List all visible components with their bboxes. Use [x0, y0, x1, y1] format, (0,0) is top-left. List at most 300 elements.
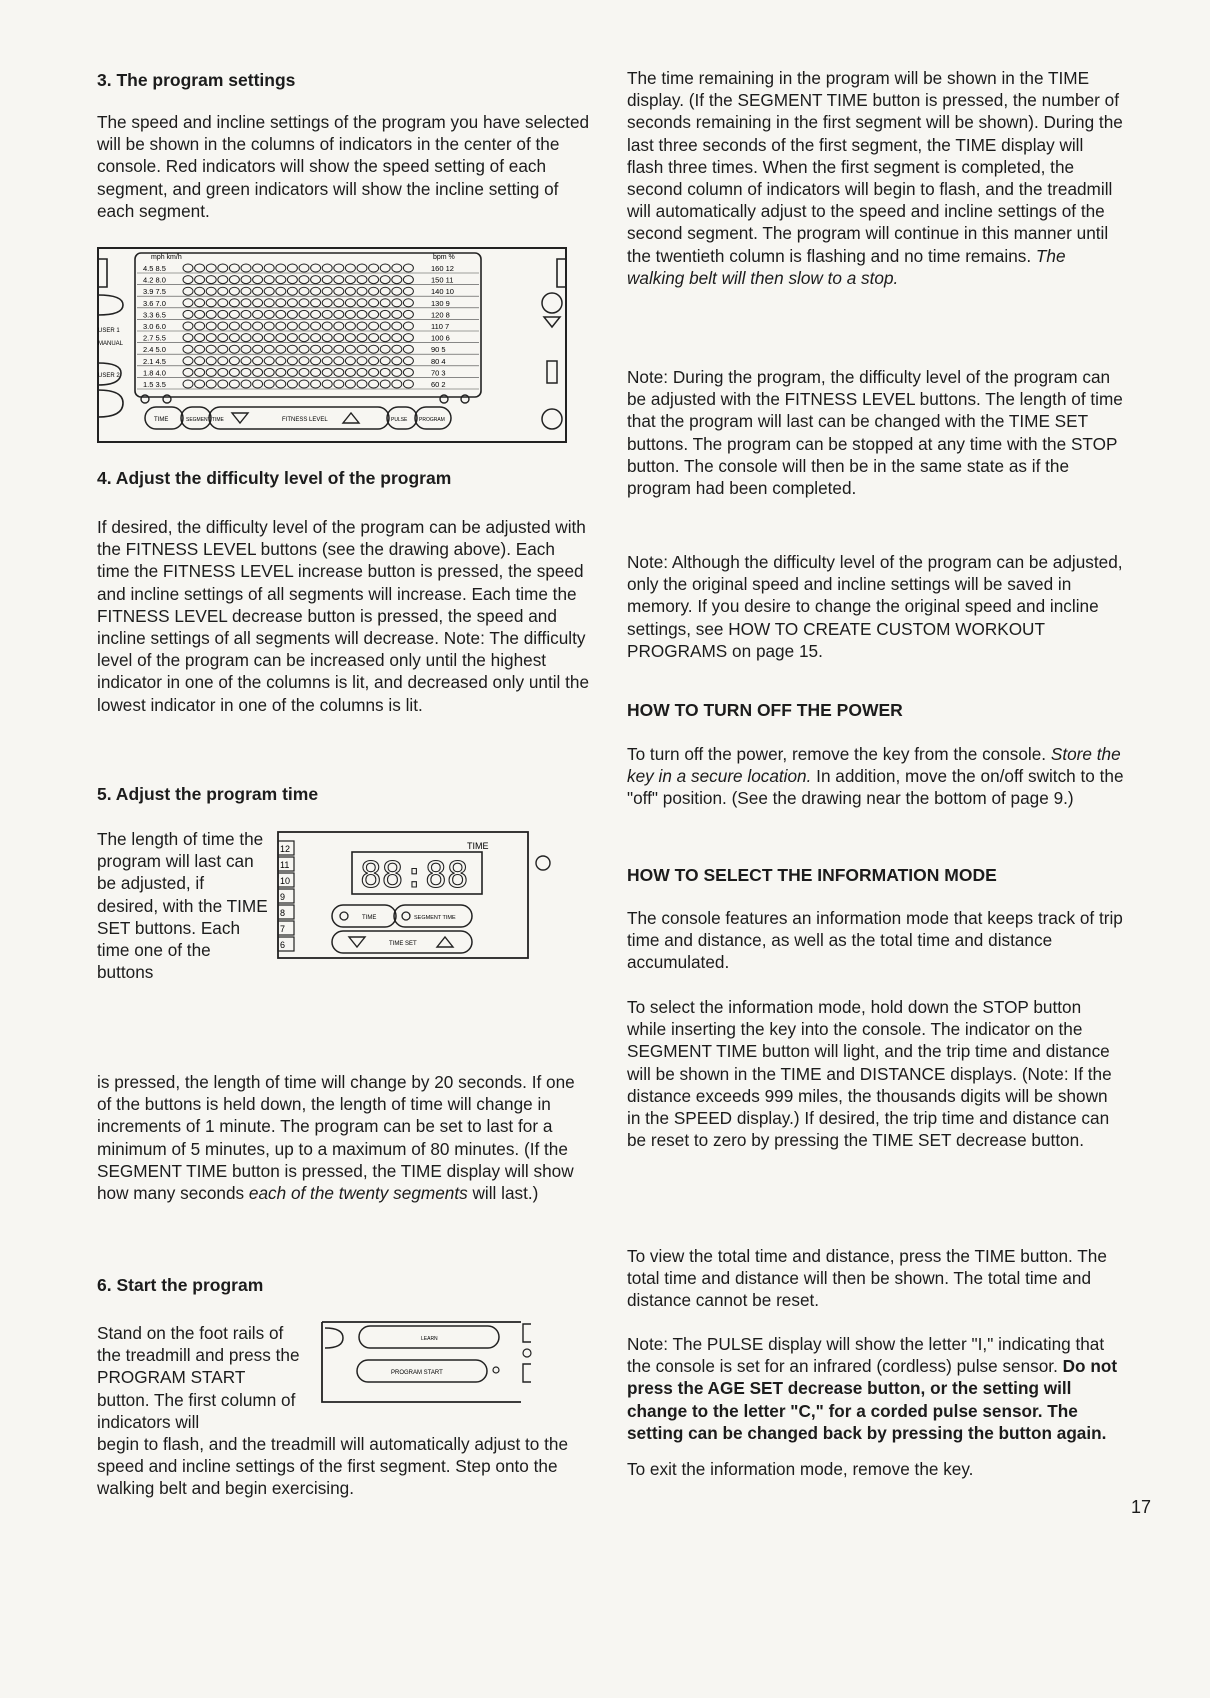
- indicator-light: [392, 287, 402, 295]
- indicator-light: [322, 310, 332, 318]
- indicator-light: [369, 345, 379, 353]
- indicator-light: [369, 264, 379, 272]
- indicator-light: [345, 299, 355, 307]
- incline-labels: [431, 264, 454, 389]
- fitness-level-label: FITNESS LEVEL: [282, 417, 328, 423]
- indicator-light: [299, 264, 309, 272]
- indicator-light: [253, 357, 263, 365]
- indicator-light: [264, 299, 274, 307]
- indicator-light: [264, 322, 274, 330]
- indicator-light: [276, 287, 286, 295]
- indicator-light: [287, 368, 297, 376]
- indicator-light: [334, 368, 344, 376]
- indicator-light: [357, 368, 367, 376]
- indicator-light: [311, 264, 321, 272]
- indicator-light: [345, 334, 355, 342]
- indicator-light: [287, 310, 297, 318]
- time-button-label: TIME: [154, 417, 169, 423]
- indicator-light: [229, 310, 239, 318]
- indicator-light: [334, 345, 344, 353]
- round-button-icon[interactable]: [542, 293, 562, 313]
- section-6-side-text: Stand on the foot rails of the treadmill and press the PROGRAM START button. The first column of indicators will: [97, 1323, 300, 1432]
- indicator-light: [276, 322, 286, 330]
- indicator-light: [287, 334, 297, 342]
- side-button[interactable]: [98, 295, 123, 315]
- indicator-light: [206, 368, 216, 376]
- indicator-light: [253, 334, 263, 342]
- indicator-light: [183, 264, 193, 272]
- program-start-label: PROGRAM START: [391, 1370, 443, 1376]
- indicator-light: [218, 345, 228, 353]
- indicator-light: [241, 310, 251, 318]
- indicator-light: [380, 310, 390, 318]
- indicator-light: [334, 264, 344, 272]
- indicator-light: [264, 357, 274, 365]
- indicator-light: [403, 264, 413, 272]
- indicator-light: [218, 310, 228, 318]
- indicator-light: [287, 345, 297, 353]
- indicator-light: [229, 287, 239, 295]
- indicator-light: [229, 264, 239, 272]
- indicator-light: [380, 357, 390, 365]
- indicator-light: [287, 287, 297, 295]
- console-button-bar: [145, 407, 451, 429]
- section-4-body: If desired, the difficulty level of the program can be adjusted with the FITNESS LEVEL buttons (see the drawing above). Each time the FITNESS LEVEL increase button is pressed, the speed and incline settings of all segments will increase. Each time the FITNESS LEVEL decrease button is pressed, the speed and incline settings of all segments will decrease. Note: The difficulty level of the program can be increased only until the highest indicator in one of the columns is lit, and decreased only until the lowest indicator in one of the columns is lit.: [97, 517, 590, 715]
- indicator-light: [403, 345, 413, 353]
- indicator-light: [369, 310, 379, 318]
- incline-header: bpm %: [433, 254, 455, 261]
- indicator-light: [322, 334, 332, 342]
- indicator-light: [264, 380, 274, 388]
- decrease-arrow-icon: [349, 937, 365, 947]
- indicator-light: [369, 334, 379, 342]
- indicator-light: [276, 310, 286, 318]
- indicator-light: [402, 912, 410, 920]
- indicator-light: [276, 334, 286, 342]
- indicator-light: [195, 299, 205, 307]
- indicator-light: [218, 276, 228, 284]
- time-set-diagram: [277, 819, 562, 979]
- section-5-body: is pressed, the length of time will change by 20 seconds. If one of the buttons is held down, the length of time will change in increments of 1 minute. The program can be set to last for a minimum of 5 minutes, up to a maximum of 80 minutes. (If the SEGMENT TIME button is pressed, the TIME display will show how many seconds each of the twenty segments will last.): [97, 1072, 575, 1204]
- indicator-light: [369, 299, 379, 307]
- indicator-light: [206, 334, 216, 342]
- indicator-light: [403, 310, 413, 318]
- indicator-light: [392, 322, 402, 330]
- increase-arrow-icon: [343, 413, 359, 423]
- incline-row-label: 130 9: [431, 298, 450, 308]
- indicator-light: [241, 380, 251, 388]
- indicator-light: [195, 264, 205, 272]
- indicator-light: [253, 276, 263, 284]
- info-mode-select: To select the information mode, hold down the STOP button while inserting the key into the console. The indicator on the SEGMENT TIME button will light, and the trip time and distance will be shown in the TIME and DISTANCE displays. (Note: If the distance exceeds 999 miles, the thousands digits will be shown in the SPEED display.) If desired, the trip time and distance can be reset to zero by pressing the TIME SET decrease button.: [627, 997, 1112, 1151]
- indicator-light: [218, 287, 228, 295]
- indicator-light: [229, 357, 239, 365]
- indicator-light: [369, 368, 379, 376]
- round-button-icon[interactable]: [523, 1349, 531, 1357]
- indicator-light: [183, 276, 193, 284]
- indicator-light: [322, 299, 332, 307]
- indicator-light: [206, 287, 216, 295]
- pulse-button-label: PULSE: [391, 417, 408, 423]
- time-scale-label: 9: [280, 892, 286, 902]
- indicator-light: [218, 334, 228, 342]
- indicator-light: [276, 276, 286, 284]
- indicator-light: [195, 287, 205, 295]
- indicator-light: [253, 299, 263, 307]
- indicator-light: [253, 310, 263, 318]
- indicator-light: [241, 264, 251, 272]
- indicator-light: [253, 345, 263, 353]
- indicator-grid: [137, 264, 479, 389]
- time-button-label: TIME: [362, 915, 377, 921]
- section-3-body: The speed and incline settings of the program you have selected will be shown in the columns of indicators in the center of the console. Red indicators will show the speed setting of each segment, and green indicators will show the incline setting of each segment.: [97, 112, 590, 221]
- difficulty-note: Note: During the program, the difficulty level of the program can be adjusted with the FITNESS LEVEL buttons. The length of time that the program will last can be changed with the TIME SET buttons. The program can be stopped at any time with the STOP button. The console will then be in the same state as if the program had been completed.: [627, 367, 1123, 499]
- indicator-light: [392, 276, 402, 284]
- indicator-light: [183, 357, 193, 365]
- indicator-light: [380, 287, 390, 295]
- indicator-light: [241, 368, 251, 376]
- incline-row-label: 60 2: [431, 380, 446, 389]
- indicator-light: [311, 345, 321, 353]
- indicator-light: [357, 276, 367, 284]
- speed-row-label: 3.9 7.5: [143, 287, 166, 297]
- time-scale-label: 8: [280, 908, 286, 918]
- indicator-light: [183, 368, 193, 376]
- indicator-light: [299, 299, 309, 307]
- indicator-light: [276, 368, 286, 376]
- program-run-paragraph: The time remaining in the program will be shown in the TIME display. (If the SEGMENT TIME button is pressed, the number of seconds remaining in the first segment will be shown). During the last three seconds of the first segment, the TIME display will flash three times. When the first segment is completed, the second column of indicators will begin to flash, and the treadmill will automatically adjust to the speed and incline settings of the second segment. The program will continue in this manner until the twentieth column is flashing and no time remains. The walking belt will then slow to a stop.: [627, 68, 1123, 288]
- indicator-light: [241, 299, 251, 307]
- speed-row-label: 3.6 7.0: [143, 298, 166, 308]
- indicator-light: [206, 299, 216, 307]
- indicator-light: [195, 310, 205, 318]
- indicator-light: [253, 287, 263, 295]
- indicator-light: [392, 345, 402, 353]
- side-bracket: [98, 259, 107, 287]
- indicator-light: [322, 322, 332, 330]
- indicator-light: [276, 264, 286, 272]
- page-number: 17: [1131, 1497, 1152, 1517]
- indicator-light: [299, 322, 309, 330]
- indicator-light: [357, 334, 367, 342]
- time-display-digits: 88:88: [360, 855, 469, 896]
- indicator-light: [493, 1367, 499, 1373]
- indicator-light: [380, 334, 390, 342]
- indicator-light: [322, 276, 332, 284]
- memory-note: Note: Although the difficulty level of the program can be adjusted, only the original speed and incline settings will be saved in memory. If you desire to change the original speed and incline settings, see HOW TO CREATE CUSTOM WORKOUT PROGRAMS on page 15.: [627, 552, 1123, 661]
- indicator-light: [380, 380, 390, 388]
- indicator-light: [218, 368, 228, 376]
- indicator-light: [340, 912, 348, 920]
- indicator-light: [206, 310, 216, 318]
- indicator-light: [264, 334, 274, 342]
- indicator-light: [241, 334, 251, 342]
- indicator-light: [287, 299, 297, 307]
- indicator-light: [241, 322, 251, 330]
- indicator-light: [334, 322, 344, 330]
- speed-row-label: 3.0 6.0: [143, 322, 166, 331]
- indicator-light: [369, 276, 379, 284]
- indicator-light: [322, 345, 332, 353]
- time-scale-label: 6: [280, 940, 286, 950]
- indicator-light: [311, 310, 321, 318]
- indicator-light: [229, 276, 239, 284]
- time-scale-label: 7: [280, 924, 286, 934]
- indicator-light: [311, 334, 321, 342]
- indicator-light: [229, 345, 239, 353]
- indicator-light: [334, 299, 344, 307]
- indicator-light: [334, 380, 344, 388]
- indicator-light: [218, 357, 228, 365]
- indicator-light: [218, 380, 228, 388]
- indicator-light: [380, 276, 390, 284]
- indicator-light: [403, 334, 413, 342]
- indicator-light: [195, 276, 205, 284]
- indicator-light: [345, 310, 355, 318]
- incline-row-label: 150 11: [431, 275, 454, 285]
- indicator-light: [183, 334, 193, 342]
- power-indicator-icon: [536, 856, 550, 870]
- info-mode-heading: HOW TO SELECT THE INFORMATION MODE: [627, 865, 997, 885]
- indicator-light: [264, 264, 274, 272]
- indicator-light: [287, 276, 297, 284]
- indicator-light: [241, 345, 251, 353]
- indicator-light: [357, 310, 367, 318]
- side-button[interactable]: [325, 1328, 343, 1348]
- indicator-light: [195, 334, 205, 342]
- indicator-light: [334, 276, 344, 284]
- indicator-light: [253, 368, 263, 376]
- indicator-light: [195, 357, 205, 365]
- section-3-heading: 3. The program settings: [97, 70, 296, 90]
- indicator-light: [299, 368, 309, 376]
- indicator-light: [345, 322, 355, 330]
- indicator-light: [253, 322, 263, 330]
- indicator-light: [357, 380, 367, 388]
- indicator-light: [334, 310, 344, 318]
- segment-time-button-label: SEGMENT TIME: [186, 417, 224, 423]
- speed-header: mph km/h: [151, 254, 182, 261]
- indicator-light: [229, 368, 239, 376]
- indicator-light: [357, 345, 367, 353]
- indicator-light: [334, 287, 344, 295]
- indicator-light: [357, 264, 367, 272]
- indicator-light: [183, 380, 193, 388]
- indicator-light: [264, 345, 274, 353]
- console-diagram: [97, 247, 567, 443]
- section-6-heading: 6. Start the program: [97, 1275, 264, 1295]
- side-button[interactable]: [98, 390, 123, 417]
- indicator-light: [403, 380, 413, 388]
- indicator-light: [392, 334, 402, 342]
- time-scale: [278, 841, 294, 951]
- indicator-light: [380, 368, 390, 376]
- indicator-light: [322, 287, 332, 295]
- round-button-icon[interactable]: [542, 409, 562, 429]
- info-mode-intro: The console features an information mode that keeps track of trip time and distance, as well as the total time and distance accumulated.: [627, 908, 1123, 973]
- indicator-light: [357, 287, 367, 295]
- side-bracket: [557, 259, 566, 287]
- indicator-light: [229, 299, 239, 307]
- incline-row-label: 90 5: [431, 345, 446, 355]
- indicator-light: [334, 357, 344, 365]
- indicator-light: [345, 287, 355, 295]
- indicator-light: [392, 310, 402, 318]
- indicator-light: [311, 368, 321, 376]
- indicator-light: [253, 264, 263, 272]
- indicator-light: [195, 368, 205, 376]
- speed-row-label: 3.3 6.5: [143, 310, 166, 320]
- indicator-light: [403, 276, 413, 284]
- indicator-light: [206, 264, 216, 272]
- indicator-light: [345, 357, 355, 365]
- indicator-light: [229, 334, 239, 342]
- indicator-light: [206, 322, 216, 330]
- indicator-light: [287, 380, 297, 388]
- indicator-light: [183, 299, 193, 307]
- indicator-light: [380, 322, 390, 330]
- side-label-user-2: USER 2: [98, 373, 120, 379]
- indicator-light: [369, 357, 379, 365]
- indicator-light: [334, 334, 344, 342]
- indicator-light: [322, 380, 332, 388]
- section-5-heading: 5. Adjust the program time: [97, 784, 319, 804]
- indicator-light: [380, 299, 390, 307]
- time-scale-label: 10: [280, 876, 291, 886]
- indicator-light: [345, 264, 355, 272]
- indicator-light: [380, 264, 390, 272]
- indicator-light: [276, 380, 286, 388]
- decrease-arrow-icon: [232, 413, 248, 423]
- indicator-light: [195, 322, 205, 330]
- side-bracket: [523, 1324, 531, 1342]
- indicator-light: [322, 357, 332, 365]
- increase-arrow-icon: [437, 937, 453, 947]
- info-mode-total: To view the total time and distance, press the TIME button. The total time and distance will then be shown. The total time and distance cannot be reset.: [627, 1246, 1107, 1311]
- speed-row-label: 2.7 5.5: [143, 333, 166, 343]
- indicator-light: [311, 276, 321, 284]
- incline-row-label: 120 8: [431, 310, 450, 320]
- indicator-light: [380, 345, 390, 353]
- indicator-light: [276, 357, 286, 365]
- indicator-light: [183, 287, 193, 295]
- indicator-light: [206, 276, 216, 284]
- speed-row-label: 1.8 4.0: [143, 368, 166, 378]
- power-paragraph: To turn off the power, remove the key from the console. Store the key in a secure location. In addition, move the on/off switch to the "off" position. (See the drawing near the bottom of page 9.): [627, 744, 1124, 809]
- indicator-light: [311, 299, 321, 307]
- incline-row-label: 160 12: [431, 264, 454, 273]
- incline-row-label: 80 4: [431, 356, 446, 366]
- incline-row-label: 140 10: [431, 287, 454, 297]
- indicator-light: [311, 287, 321, 295]
- indicator-light: [276, 345, 286, 353]
- indicator-light: [311, 322, 321, 330]
- indicator-light: [403, 322, 413, 330]
- indicator-light: [392, 299, 402, 307]
- indicator-light: [369, 287, 379, 295]
- speed-row-label: 1.5 3.5: [143, 380, 166, 389]
- indicator-light: [392, 368, 402, 376]
- indicator-light: [345, 368, 355, 376]
- console-figure: [97, 247, 567, 443]
- incline-row-label: 100 6: [431, 333, 450, 343]
- indicator-light: [206, 345, 216, 353]
- time-set-figure: [277, 819, 562, 979]
- learn-button-label: LEARN: [421, 1336, 438, 1342]
- indicator-light: [264, 368, 274, 376]
- indicator-light: [403, 357, 413, 365]
- speed-row-label: 4.2 8.0: [143, 275, 166, 285]
- indicator-light: [218, 264, 228, 272]
- speed-row-label: 2.1 4.5: [143, 356, 166, 366]
- side-label-manual: MANUAL: [98, 341, 124, 347]
- indicator-light: [287, 322, 297, 330]
- program-start-figure: [321, 1320, 536, 1410]
- side-label-user-1: USER 1: [98, 328, 120, 334]
- segment-time-label: SEGMENT TIME: [414, 915, 456, 921]
- arrow-down-icon: [544, 317, 560, 327]
- indicator-light: [195, 380, 205, 388]
- indicator-light: [345, 345, 355, 353]
- indicator-light: [276, 299, 286, 307]
- indicator-light: [241, 287, 251, 295]
- indicator-light: [299, 310, 309, 318]
- incline-row-label: 70 3: [431, 368, 446, 378]
- indicator-light: [264, 310, 274, 318]
- incline-row-label: 110 7: [431, 322, 450, 331]
- power-heading: HOW TO TURN OFF THE POWER: [627, 700, 903, 720]
- pulse-note: Note: The PULSE display will show the letter "I," indicating that the console is set for an infrared (cordless) pulse sensor. Do not press the AGE SET decrease button, or the setting will change to the letter "C," for a corded pulse sensor. The setting can be changed back by pressing the button again.: [627, 1334, 1118, 1443]
- indicator-light: [299, 334, 309, 342]
- indicator-light: [403, 299, 413, 307]
- indicator-light: [392, 264, 402, 272]
- time-display-title: TIME: [467, 841, 489, 851]
- indicator-light: [287, 264, 297, 272]
- indicator-light: [183, 322, 193, 330]
- indicator-light: [357, 299, 367, 307]
- indicator-light: [195, 345, 205, 353]
- section-4-heading: 4. Adjust the difficulty level of the program: [97, 468, 452, 488]
- time-set-label: TIME SET: [389, 941, 417, 947]
- indicator-light: [229, 322, 239, 330]
- indicator-light: [357, 322, 367, 330]
- indicator-light: [392, 357, 402, 365]
- indicator-light: [218, 322, 228, 330]
- indicator-light: [183, 345, 193, 353]
- indicator-light: [299, 380, 309, 388]
- speed-row-label: 2.4 5.0: [143, 345, 166, 355]
- indicator-light: [264, 276, 274, 284]
- indicator-light: [183, 310, 193, 318]
- indicator-light: [299, 287, 309, 295]
- indicator-light: [287, 357, 297, 365]
- indicator-light: [369, 322, 379, 330]
- indicator-light: [218, 299, 228, 307]
- side-bracket: [523, 1364, 531, 1382]
- indicator-light: [299, 345, 309, 353]
- program-start-diagram: [321, 1320, 536, 1410]
- speed-row-label: 4.5 8.5: [143, 264, 166, 273]
- side-slot: [547, 361, 557, 383]
- indicator-light: [241, 276, 251, 284]
- indicator-light: [206, 357, 216, 365]
- indicator-light: [345, 380, 355, 388]
- time-scale-label: 11: [280, 860, 290, 870]
- indicator-light: [206, 380, 216, 388]
- indicator-light: [345, 276, 355, 284]
- indicator-light: [403, 368, 413, 376]
- indicator-light: [311, 380, 321, 388]
